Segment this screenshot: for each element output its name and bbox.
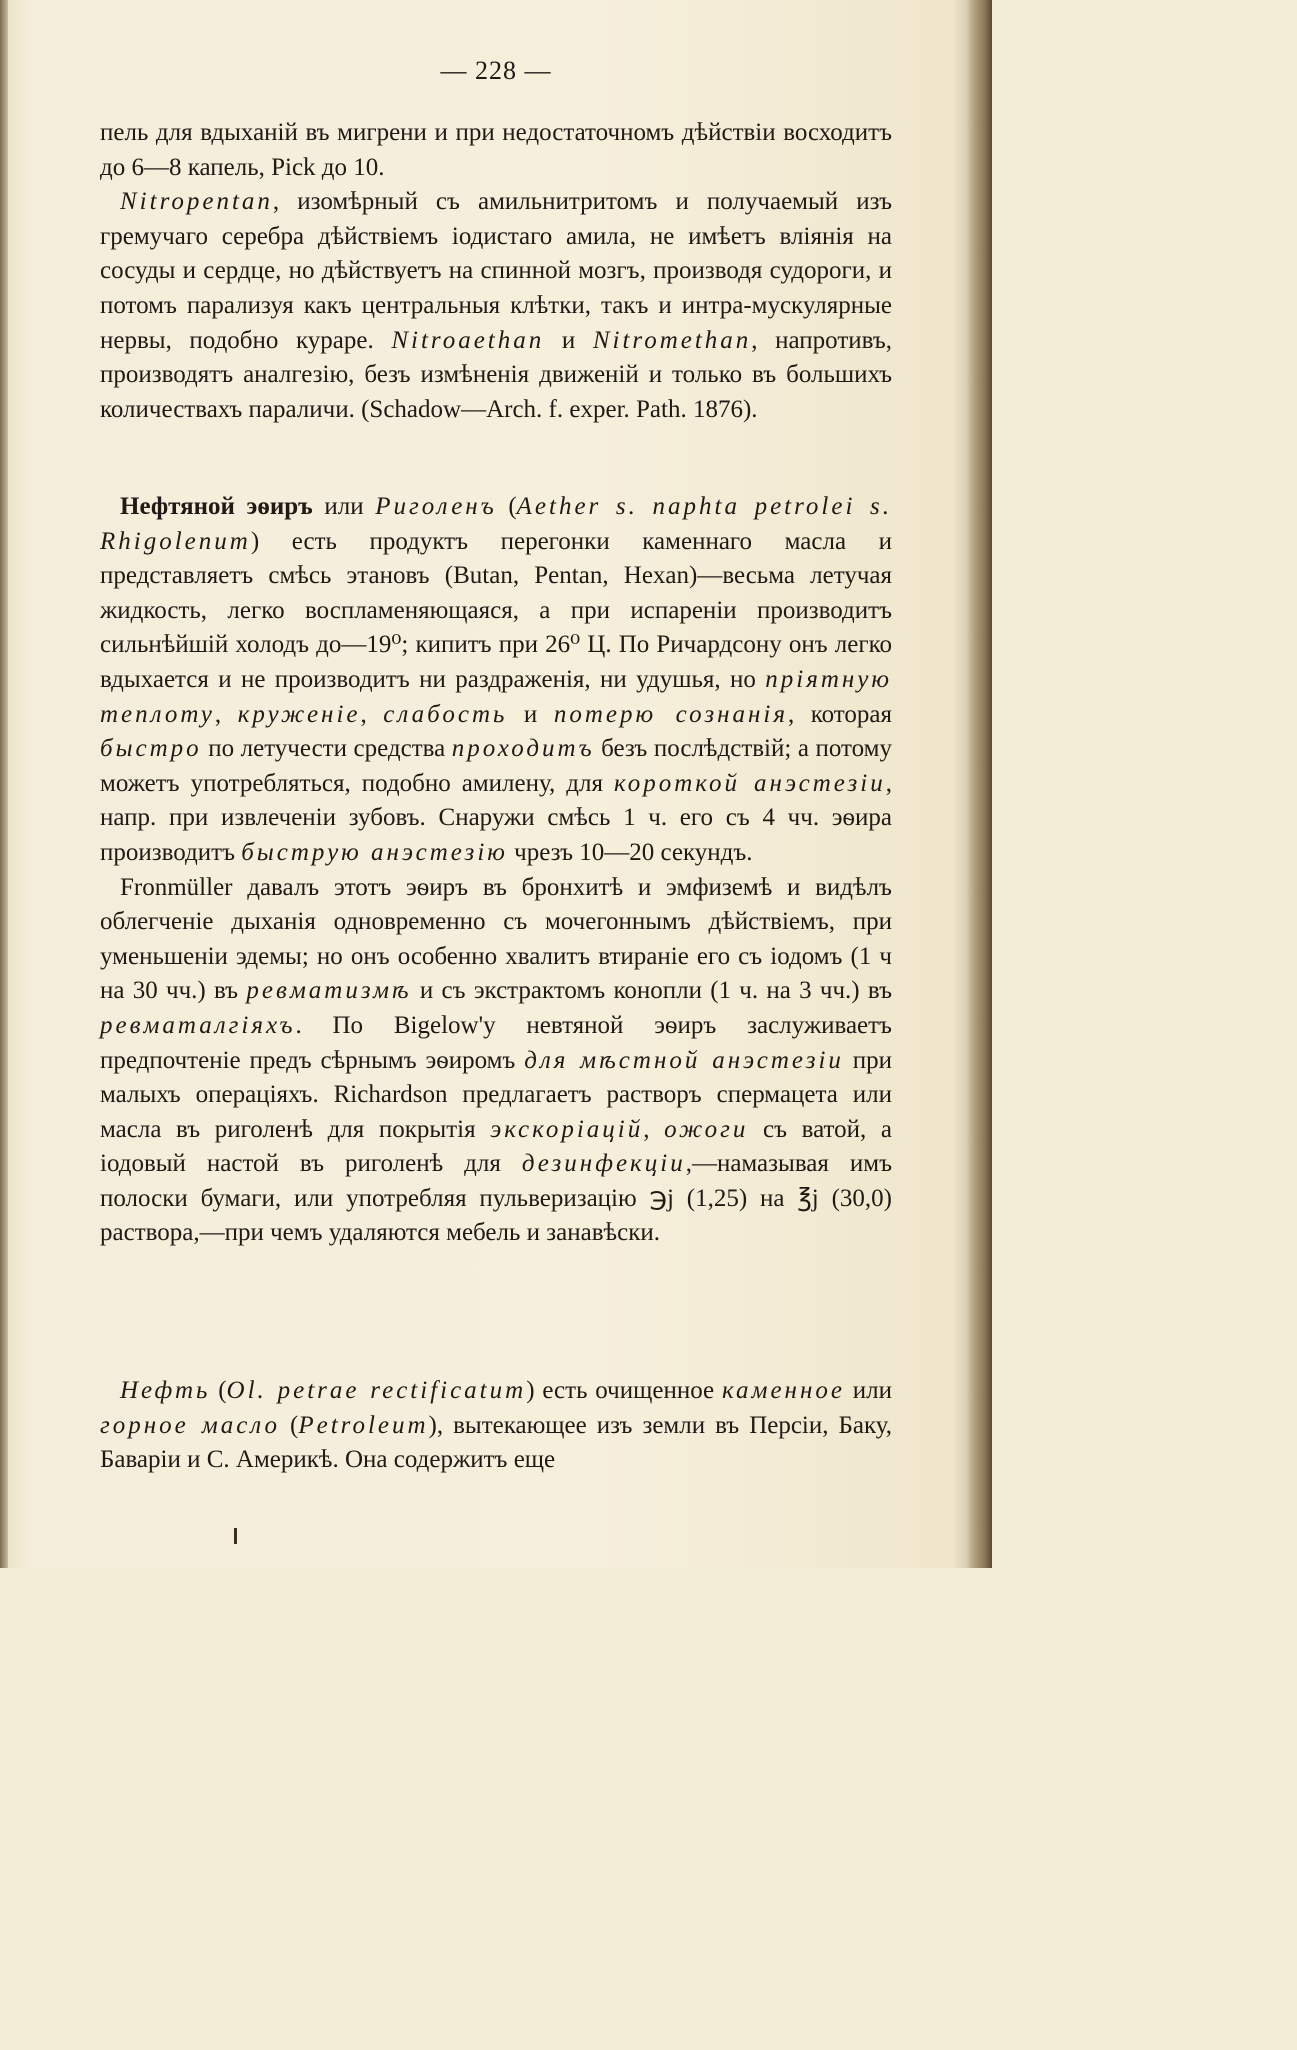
emphasis: пріятную теплоту xyxy=(100,665,893,728)
text-run: ), вытекающее изъ земли въ Персіи, Баку, Баваріи и С. Америкѣ. Она содержитъ еще xyxy=(100,1411,892,1474)
text-run: ( xyxy=(508,493,517,520)
paragraph-text xyxy=(100,490,892,871)
text-run: при малыхъ операціяхъ. Richardson предлагаетъ растворъ спермацета или масла въ риголенѣ для покрытія xyxy=(100,1046,892,1143)
text-run: ,—намазывая имъ полоски бумаги, или употребляя пульверизацію ℈j (1,25) на ℥j (30,0) раствора,—при чемъ удаляются мебель и занавѣски. xyxy=(100,1150,892,1247)
paragraph-nitropentan xyxy=(100,116,892,427)
text-run: есть продуктъ перегонки каменнаго масла и представляетъ смѣсь этановъ (Butan, Pentan, Hexan)—весьма летучая жидкость, легко воспламеняющаяся, а при испареніи производитъ сильнѣйшій холодъ до—19⁰; кипитъ при 26⁰ Ц. По Ричардсону онъ легко вдыхается и не производитъ ни раздраженія, ни удушья, но xyxy=(100,527,893,693)
paragraph-text xyxy=(100,116,892,185)
text-run: и съ экстрактомъ конопли (1 ч. на 3 чч.) въ xyxy=(419,977,893,1005)
term-nitroaethan: Nitroaethan xyxy=(391,326,545,354)
paragraph-petroleum-ether xyxy=(100,490,892,1251)
print-mark xyxy=(234,1528,237,1544)
text-run: ) xyxy=(250,527,260,555)
term-nitromethan: Nitromethan xyxy=(592,326,752,354)
text-run: и xyxy=(561,326,576,354)
term-latin: Aether s. naphta petrolei s. Rhigolenum xyxy=(100,493,893,555)
paragraph-text xyxy=(100,871,892,1252)
text-run: , изомѣрный съ амильнитритомъ и получаемый изъ гремучаго серебра дѣйствіемъ іодистаго амила, не имѣетъ вліянія на сосуды и сердце, но дѣйствуетъ на спинной мозгъ, производя судороги, и потомъ парализуя какъ центральныя клѣтки, такъ и интра-мускулярные нервы, подобно кураре. xyxy=(100,188,892,354)
emphasis: потерю сознанія xyxy=(553,700,788,728)
page-number: — 228 — xyxy=(440,56,552,85)
text-run: чрезъ 10—20 секундъ. xyxy=(514,838,753,866)
text-run: Fronmüller давалъ этотъ эѳиръ въ бронхитѣ и эмфиземѣ и видѣлъ облегченіе дыханія одновременно съ мочегоннымъ дѣйствіемъ, при уменьшеніи эдемы; но онъ особенно хвалитъ втираніе его съ іодомъ (1 ч на 30 чч.) въ xyxy=(100,873,892,1005)
emphasis: ожоги xyxy=(664,1115,749,1143)
emphasis: короткой анэстезіи xyxy=(613,769,886,797)
section-heading: Нефтяной эѳиръ xyxy=(120,493,313,520)
term-neft: Нефть xyxy=(120,1377,211,1404)
text-run: , напротивъ, производятъ аналгезію, безъ измѣненія движеній и только въ большихъ количествахъ параличи. (Schadow—Arch. f. exper. Path. 1876). xyxy=(100,326,892,423)
emphasis: ревматизмѣ xyxy=(246,977,412,1005)
emphasis: горное масло xyxy=(100,1411,280,1439)
paragraph-neft xyxy=(100,1374,892,1478)
emphasis: каменное xyxy=(721,1377,845,1404)
term-nitropentan: Nitropentan xyxy=(120,188,273,216)
text-run: пель для вдыханій въ мигрени и при недостаточномъ дѣйствіи восходитъ до 6—8 капель, Pick до 10. xyxy=(100,119,892,181)
page-right-edge xyxy=(966,0,992,1568)
emphasis: слабость xyxy=(383,700,508,728)
page-left-edge xyxy=(0,0,8,1568)
text-run: или xyxy=(324,493,364,520)
text-run: ( xyxy=(290,1411,299,1439)
text-run: ) есть очищенное xyxy=(526,1377,715,1404)
text-run: и xyxy=(523,700,538,728)
text-run: или xyxy=(852,1377,893,1404)
paragraph-text xyxy=(100,185,892,427)
term-latin: Petroleum xyxy=(298,1411,429,1439)
emphasis: дезинфекціи xyxy=(521,1150,686,1178)
text-run: безъ послѣдствій; а потому можетъ употребляться, подобно амилену, для xyxy=(100,735,892,797)
text-run: по летучести средства xyxy=(208,735,446,763)
emphasis: проходитъ xyxy=(451,735,595,763)
text-run: , xyxy=(214,700,222,728)
text-run: ( xyxy=(218,1377,227,1404)
text-run: , которая xyxy=(787,700,892,728)
emphasis: ревматалгіяхъ xyxy=(100,1011,296,1039)
term-rigolen: Риголенъ xyxy=(375,493,497,520)
emphasis: для мѣстной анэстезіи xyxy=(524,1046,844,1074)
emphasis: быструю анэстезію xyxy=(241,838,508,866)
term-latin: Ol. petrae rectificatum xyxy=(226,1377,527,1404)
paragraph-text xyxy=(100,1374,892,1478)
text-run: . По Bigelow'у невтяной эѳиръ заслуживаетъ предпочтеніе предъ сѣрнымъ эѳиромъ xyxy=(100,1011,892,1074)
text-run: , xyxy=(643,1115,650,1143)
emphasis: экскоріацій xyxy=(490,1115,644,1143)
emphasis: круженіе xyxy=(237,700,361,728)
text-run: , напр. при извлеченіи зубовъ. Снаружи смѣсь 1 ч. его съ 4 чч. эѳира производитъ xyxy=(100,769,893,866)
text-run: , xyxy=(360,700,367,728)
emphasis: быстро xyxy=(100,735,202,763)
text-run: съ ватой, а іодовый настой въ риголенѣ для xyxy=(100,1115,892,1178)
